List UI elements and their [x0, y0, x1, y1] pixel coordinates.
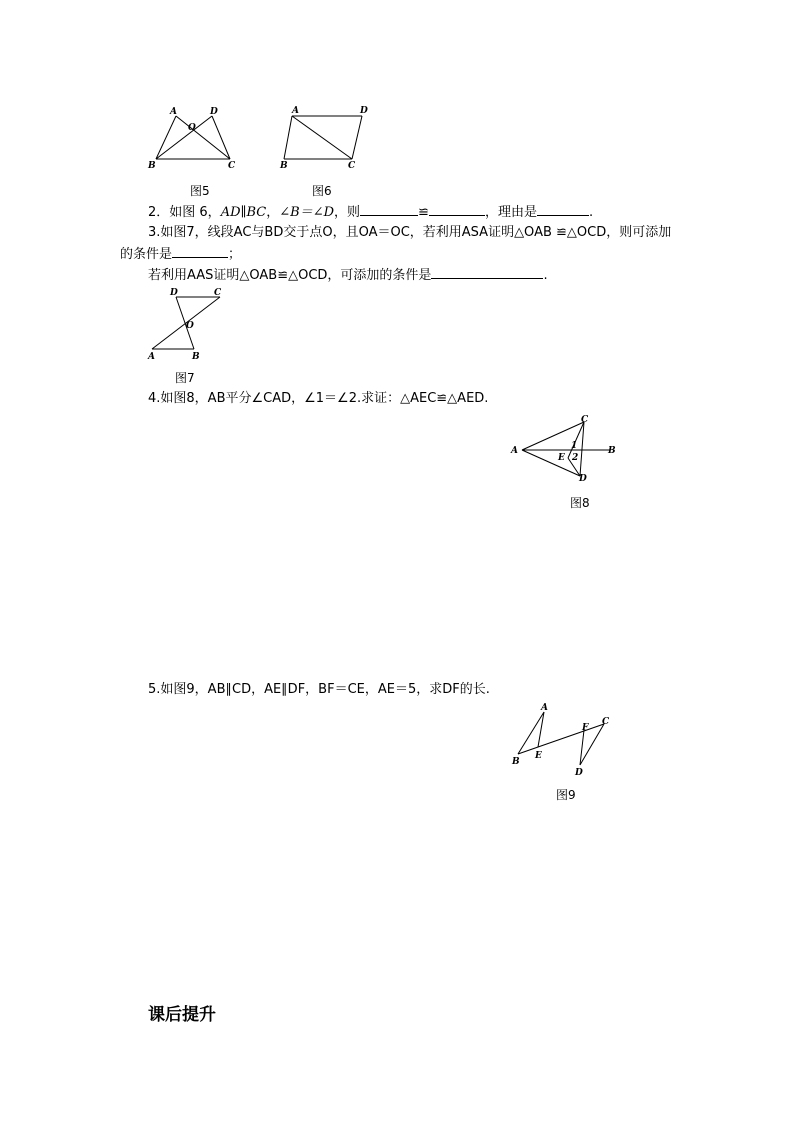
fig5-label-C: C: [228, 161, 236, 171]
fig8-label-2: 2: [572, 453, 579, 463]
figure-8: [508, 410, 632, 488]
fig5-label-B: B: [148, 161, 156, 171]
fig8-label-D: D: [579, 474, 587, 484]
fig6-line-AC: [292, 116, 352, 159]
fig6-caption: 图6: [312, 184, 332, 198]
fig5-line-CD: [212, 116, 230, 159]
fig7-label-A: A: [148, 352, 155, 362]
fig5-label-D: D: [210, 107, 218, 117]
fig6-label-A: A: [292, 106, 299, 116]
fig9-label-E: E: [535, 751, 542, 761]
q3-blank-2[interactable]: [431, 266, 543, 279]
fig9-line-BC: [518, 724, 604, 754]
fig9-label-B: B: [512, 757, 520, 767]
q3-blank-1[interactable]: [172, 245, 228, 258]
fig5-label-O: O: [188, 123, 196, 133]
question-4: 4.如图8，AB平分∠CAD，∠1＝∠2.求证：△AEC≌△AED.: [148, 391, 489, 406]
fig6-line-DC: [352, 116, 362, 159]
question-5: 5.如图9，AB∥CD，AE∥DF，BF＝CE，AE＝5，求DF的长.: [148, 682, 490, 697]
figure-7: [142, 282, 232, 364]
fig7-label-O: O: [186, 321, 194, 331]
fig7-label-C: C: [214, 288, 222, 298]
q2-blank-3[interactable]: [537, 203, 589, 216]
question-3-line-2: 的条件是 ；: [120, 247, 242, 262]
fig7-caption: 图7: [175, 371, 195, 385]
fig6-label-C: C: [348, 161, 356, 171]
fig9-caption: 图9: [556, 788, 576, 802]
fig5-line-AB: [156, 116, 176, 159]
fig9-label-D: D: [575, 768, 583, 778]
question-3-line-1: 3.如图7，线段AC与BD交于点O，且OA＝OC，若利用ASA证明△OAB ≌△OCD，则可添加: [148, 225, 672, 240]
fig9-label-C: C: [602, 717, 610, 727]
question-2: 2．如图 6，AD∥BC，∠B＝∠D，则 ≌ ，理由是 .: [148, 205, 594, 220]
fig7-label-D: D: [170, 288, 178, 298]
fig9-label-F: F: [582, 723, 589, 733]
fig9-label-A: A: [541, 703, 548, 713]
figure-9: [508, 698, 624, 782]
fig8-label-C: C: [581, 415, 589, 425]
fig6-line-BA: [284, 116, 292, 159]
q2-blank-2[interactable]: [429, 203, 485, 216]
fig6-label-B: B: [280, 161, 288, 171]
fig8-label-1: 1: [571, 441, 578, 451]
figure-6: [276, 102, 386, 174]
fig8-label-B: B: [608, 446, 616, 456]
question-3-line-3: 若利用AAS证明△OAB≌△OCD，可添加的条件是 .: [148, 268, 548, 283]
fig8-label-E: E: [558, 453, 565, 463]
fig6-label-D: D: [360, 106, 368, 116]
fig5-caption: 图5: [190, 184, 210, 198]
fig8-caption: 图8: [570, 496, 590, 510]
section-heading: 课后提升: [148, 1005, 216, 1025]
fig7-label-B: B: [192, 352, 200, 362]
q2-blank-1[interactable]: [360, 203, 418, 216]
fig8-label-A: A: [511, 446, 518, 456]
fig5-label-A: A: [170, 107, 177, 117]
figure-5: [140, 102, 250, 174]
